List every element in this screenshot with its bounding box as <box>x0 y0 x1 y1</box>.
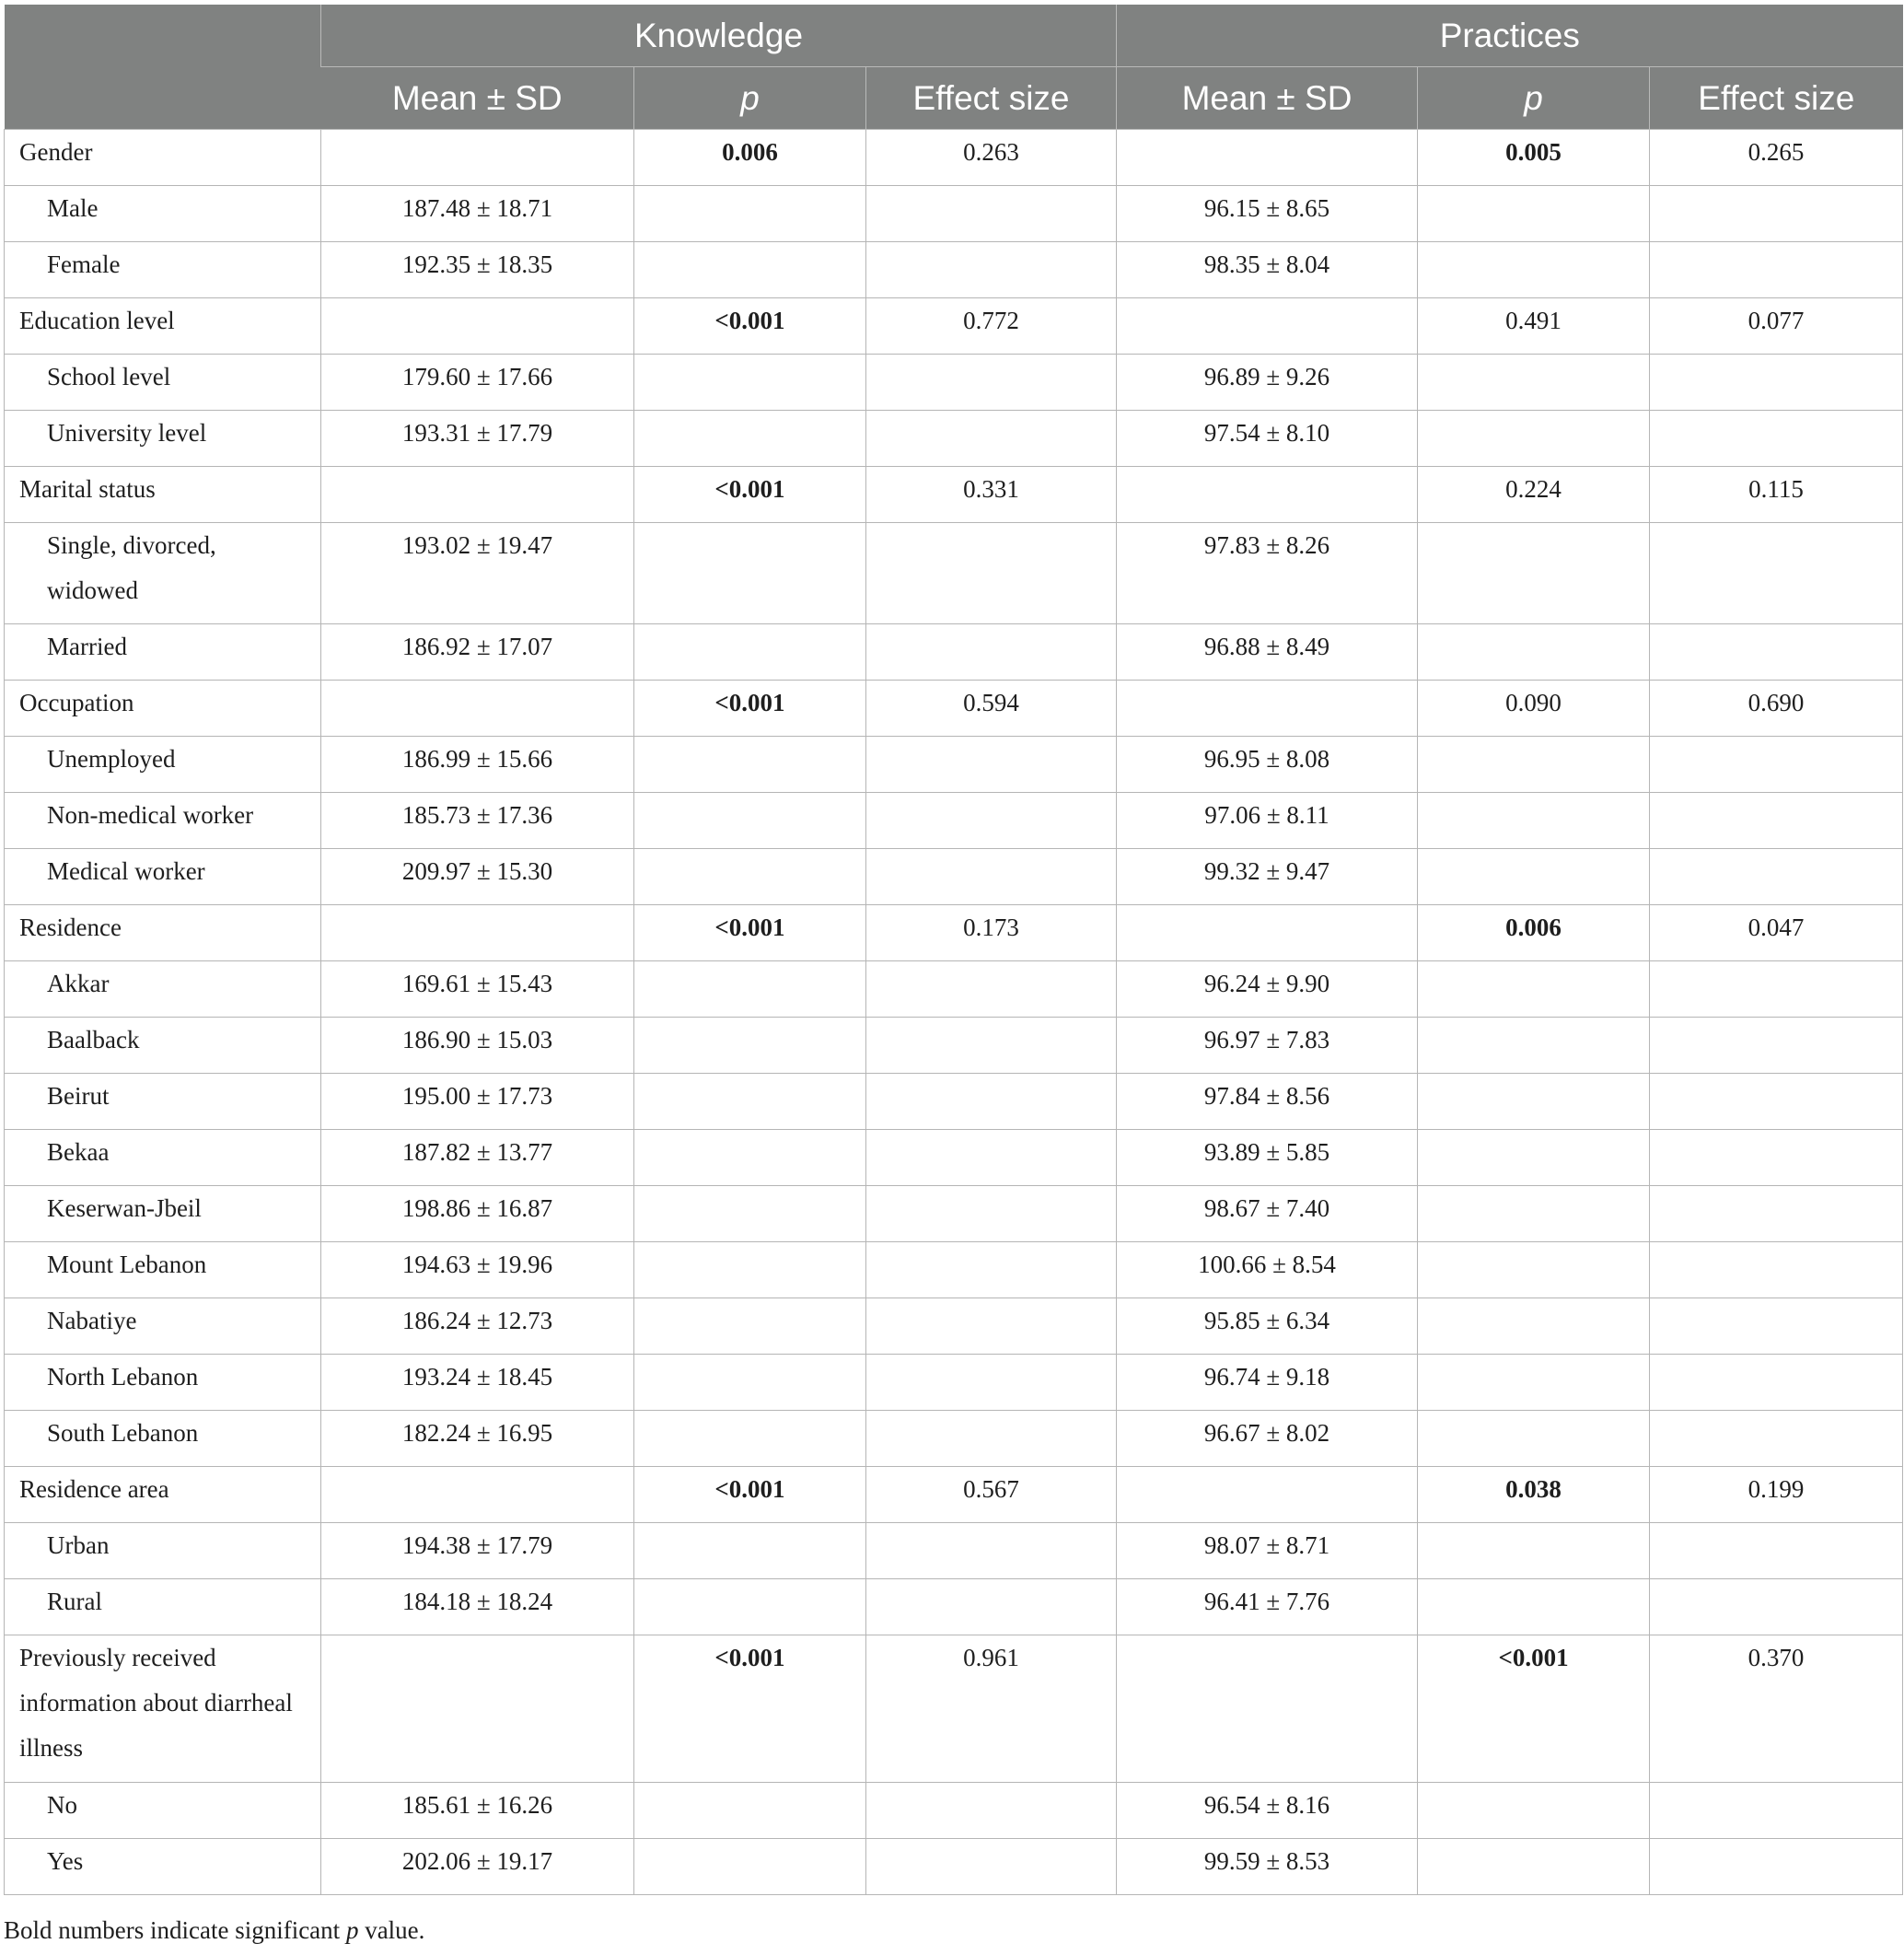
practices-p-value-cell: 0.005 <box>1418 130 1650 186</box>
practices-effect-size-cell <box>1650 1839 1903 1895</box>
practices-mean-sd-cell: 93.89 ± 5.85 <box>1117 1130 1418 1186</box>
table-row-subcategory <box>5 737 1903 793</box>
practices-effect-size-cell <box>1650 523 1903 624</box>
table-row-subcategory <box>5 849 1903 905</box>
knowledge-p-value-cell <box>634 355 866 411</box>
header-practices-p: p <box>1418 67 1650 130</box>
row-label-cell: Occupation <box>5 681 321 737</box>
practices-effect-size-cell <box>1650 1186 1903 1242</box>
knowledge-p-value-cell: <0.001 <box>634 298 866 355</box>
practices-effect-size-cell <box>1650 849 1903 905</box>
knowledge-p-value-cell <box>634 523 866 624</box>
knowledge-mean-sd-cell <box>321 905 634 961</box>
practices-mean-sd-cell <box>1117 1635 1418 1783</box>
knowledge-mean-sd-cell: 186.24 ± 12.73 <box>321 1298 634 1355</box>
practices-p-value-cell: 0.038 <box>1418 1467 1650 1523</box>
practices-p-value-cell <box>1418 1242 1650 1298</box>
practices-effect-size-cell <box>1650 1018 1903 1074</box>
practices-p-value-cell <box>1418 1074 1650 1130</box>
knowledge-effect-size-cell: 0.594 <box>866 681 1117 737</box>
practices-mean-sd-cell <box>1117 681 1418 737</box>
practices-p-value-cell <box>1418 1523 1650 1579</box>
practices-effect-size-cell <box>1650 1074 1903 1130</box>
knowledge-p-value-cell: <0.001 <box>634 1635 866 1783</box>
knowledge-p-value-cell: <0.001 <box>634 905 866 961</box>
practices-p-value-cell <box>1418 793 1650 849</box>
practices-effect-size-cell <box>1650 411 1903 467</box>
practices-mean-sd-cell <box>1117 130 1418 186</box>
knowledge-effect-size-cell <box>866 849 1117 905</box>
practices-mean-sd-cell <box>1117 905 1418 961</box>
row-label-cell: Male <box>5 186 321 242</box>
table-row-category <box>5 905 1903 961</box>
table-row-subcategory <box>5 1074 1903 1130</box>
row-label-cell: Rural <box>5 1579 321 1635</box>
footnote-text-end: value. <box>358 1916 425 1944</box>
knowledge-mean-sd-cell: 184.18 ± 18.24 <box>321 1579 634 1635</box>
practices-mean-sd-cell: 97.06 ± 8.11 <box>1117 793 1418 849</box>
knowledge-effect-size-cell <box>866 624 1117 681</box>
practices-p-value-cell <box>1418 1130 1650 1186</box>
practices-effect-size-cell: 0.370 <box>1650 1635 1903 1783</box>
knowledge-p-value-cell <box>634 1074 866 1130</box>
practices-mean-sd-cell: 96.54 ± 8.16 <box>1117 1783 1418 1839</box>
row-label-cell: Residence area <box>5 1467 321 1523</box>
knowledge-p-value-cell <box>634 1018 866 1074</box>
practices-mean-sd-cell: 97.84 ± 8.56 <box>1117 1074 1418 1130</box>
knowledge-mean-sd-cell <box>321 467 634 523</box>
practices-p-value-cell <box>1418 1298 1650 1355</box>
practices-p-value-cell <box>1418 1839 1650 1895</box>
practices-mean-sd-cell: 99.59 ± 8.53 <box>1117 1839 1418 1895</box>
practices-effect-size-cell: 0.690 <box>1650 681 1903 737</box>
practices-mean-sd-cell: 96.67 ± 8.02 <box>1117 1411 1418 1467</box>
knowledge-effect-size-cell <box>866 737 1117 793</box>
knowledge-p-value-cell <box>634 1186 866 1242</box>
table-row-subcategory <box>5 242 1903 298</box>
practices-effect-size-cell: 0.265 <box>1650 130 1903 186</box>
header-knowledge-p: p <box>634 67 866 130</box>
table-row-subcategory <box>5 1783 1903 1839</box>
knowledge-effect-size-cell <box>866 1298 1117 1355</box>
knowledge-mean-sd-cell: 195.00 ± 17.73 <box>321 1074 634 1130</box>
knowledge-p-value-cell: <0.001 <box>634 1467 866 1523</box>
practices-effect-size-cell <box>1650 1783 1903 1839</box>
practices-mean-sd-cell: 96.24 ± 9.90 <box>1117 961 1418 1018</box>
knowledge-p-value-cell <box>634 624 866 681</box>
knowledge-effect-size-cell: 0.567 <box>866 1467 1117 1523</box>
knowledge-effect-size-cell <box>866 1018 1117 1074</box>
row-label-cell: Beirut <box>5 1074 321 1130</box>
knowledge-mean-sd-cell <box>321 298 634 355</box>
knowledge-p-value-cell <box>634 961 866 1018</box>
table-row-subcategory <box>5 355 1903 411</box>
table-row-subcategory <box>5 1018 1903 1074</box>
header-practices-effect-size: Effect size <box>1650 67 1903 130</box>
row-label-cell: Married <box>5 624 321 681</box>
row-label-cell: Unemployed <box>5 737 321 793</box>
practices-p-value-cell <box>1418 1411 1650 1467</box>
row-label-cell: Medical worker <box>5 849 321 905</box>
practices-effect-size-cell <box>1650 1411 1903 1467</box>
knowledge-mean-sd-cell: 193.02 ± 19.47 <box>321 523 634 624</box>
practices-p-value-cell: 0.224 <box>1418 467 1650 523</box>
practices-mean-sd-cell: 96.95 ± 8.08 <box>1117 737 1418 793</box>
row-label-cell: Yes <box>5 1839 321 1895</box>
knowledge-mean-sd-cell: 202.06 ± 19.17 <box>321 1839 634 1895</box>
practices-p-value-cell <box>1418 624 1650 681</box>
practices-effect-size-cell <box>1650 1298 1903 1355</box>
table-row-subcategory <box>5 1839 1903 1895</box>
practices-p-value-cell <box>1418 1186 1650 1242</box>
results-table-container <box>4 5 1904 1895</box>
knowledge-mean-sd-cell: 194.63 ± 19.96 <box>321 1242 634 1298</box>
header-knowledge-mean-sd: Mean ± SD <box>321 67 634 130</box>
knowledge-mean-sd-cell <box>321 1467 634 1523</box>
results-table <box>4 5 1903 1895</box>
knowledge-p-value-cell <box>634 737 866 793</box>
practices-effect-size-cell <box>1650 1355 1903 1411</box>
knowledge-effect-size-cell: 0.173 <box>866 905 1117 961</box>
knowledge-effect-size-cell <box>866 1130 1117 1186</box>
table-body <box>5 130 1903 1895</box>
practices-p-value-cell <box>1418 1783 1650 1839</box>
practices-mean-sd-cell: 96.89 ± 9.26 <box>1117 355 1418 411</box>
table-header <box>5 5 1903 130</box>
practices-p-value-cell <box>1418 355 1650 411</box>
knowledge-effect-size-cell <box>866 186 1117 242</box>
knowledge-p-value-cell: <0.001 <box>634 467 866 523</box>
practices-mean-sd-cell: 96.15 ± 8.65 <box>1117 186 1418 242</box>
row-label-cell: Akkar <box>5 961 321 1018</box>
row-label-cell: Previously received information about diarrheal illness <box>5 1635 321 1783</box>
knowledge-mean-sd-cell: 186.90 ± 15.03 <box>321 1018 634 1074</box>
knowledge-effect-size-cell <box>866 1074 1117 1130</box>
table-row-category <box>5 130 1903 186</box>
practices-p-value-cell <box>1418 1579 1650 1635</box>
table-row-category <box>5 467 1903 523</box>
knowledge-effect-size-cell <box>866 793 1117 849</box>
row-label-cell: Non-medical worker <box>5 793 321 849</box>
practices-effect-size-cell <box>1650 793 1903 849</box>
table-row-subcategory <box>5 1242 1903 1298</box>
practices-effect-size-cell <box>1650 1523 1903 1579</box>
header-knowledge: Knowledge <box>321 5 1117 67</box>
knowledge-effect-size-cell <box>866 523 1117 624</box>
knowledge-effect-size-cell <box>866 355 1117 411</box>
knowledge-effect-size-cell: 0.961 <box>866 1635 1117 1783</box>
knowledge-mean-sd-cell: 186.92 ± 17.07 <box>321 624 634 681</box>
footnote-text: Bold numbers indicate significant <box>4 1916 346 1944</box>
knowledge-effect-size-cell: 0.772 <box>866 298 1117 355</box>
knowledge-mean-sd-cell: 169.61 ± 15.43 <box>321 961 634 1018</box>
practices-p-value-cell <box>1418 1018 1650 1074</box>
table-row-category <box>5 298 1903 355</box>
knowledge-mean-sd-cell: 179.60 ± 17.66 <box>321 355 634 411</box>
row-label-cell: Bekaa <box>5 1130 321 1186</box>
knowledge-effect-size-cell <box>866 411 1117 467</box>
knowledge-p-value-cell <box>634 1839 866 1895</box>
table-row-subcategory <box>5 1355 1903 1411</box>
practices-p-value-cell <box>1418 737 1650 793</box>
practices-mean-sd-cell: 98.67 ± 7.40 <box>1117 1186 1418 1242</box>
practices-effect-size-cell <box>1650 242 1903 298</box>
knowledge-mean-sd-cell <box>321 130 634 186</box>
practices-mean-sd-cell: 96.88 ± 8.49 <box>1117 624 1418 681</box>
row-label-cell: University level <box>5 411 321 467</box>
knowledge-p-value-cell: <0.001 <box>634 681 866 737</box>
practices-mean-sd-cell: 99.32 ± 9.47 <box>1117 849 1418 905</box>
knowledge-effect-size-cell: 0.331 <box>866 467 1117 523</box>
knowledge-p-value-cell <box>634 793 866 849</box>
knowledge-effect-size-cell <box>866 1186 1117 1242</box>
practices-mean-sd-cell: 95.85 ± 6.34 <box>1117 1298 1418 1355</box>
table-row-subcategory <box>5 624 1903 681</box>
knowledge-effect-size-cell <box>866 961 1117 1018</box>
practices-mean-sd-cell <box>1117 467 1418 523</box>
table-footnote <box>4 1916 424 1945</box>
practices-mean-sd-cell: 97.83 ± 8.26 <box>1117 523 1418 624</box>
table-row-subcategory <box>5 186 1903 242</box>
row-label-cell: Residence <box>5 905 321 961</box>
knowledge-effect-size-cell <box>866 1579 1117 1635</box>
practices-effect-size-cell: 0.047 <box>1650 905 1903 961</box>
table-row-category <box>5 1467 1903 1523</box>
knowledge-mean-sd-cell: 193.24 ± 18.45 <box>321 1355 634 1411</box>
practices-p-value-cell <box>1418 411 1650 467</box>
knowledge-mean-sd-cell: 209.97 ± 15.30 <box>321 849 634 905</box>
knowledge-effect-size-cell <box>866 1523 1117 1579</box>
practices-mean-sd-cell <box>1117 298 1418 355</box>
knowledge-effect-size-cell: 0.263 <box>866 130 1117 186</box>
knowledge-effect-size-cell <box>866 1783 1117 1839</box>
practices-mean-sd-cell <box>1117 1467 1418 1523</box>
knowledge-p-value-cell <box>634 1523 866 1579</box>
practices-effect-size-cell <box>1650 1579 1903 1635</box>
knowledge-p-value-cell <box>634 411 866 467</box>
header-group-row <box>5 5 1903 67</box>
knowledge-p-value-cell <box>634 1355 866 1411</box>
practices-mean-sd-cell: 98.35 ± 8.04 <box>1117 242 1418 298</box>
table-row-subcategory <box>5 961 1903 1018</box>
practices-p-value-cell <box>1418 242 1650 298</box>
practices-effect-size-cell <box>1650 624 1903 681</box>
knowledge-p-value-cell <box>634 1411 866 1467</box>
practices-p-value-cell <box>1418 849 1650 905</box>
table-row-subcategory <box>5 793 1903 849</box>
practices-mean-sd-cell: 96.74 ± 9.18 <box>1117 1355 1418 1411</box>
knowledge-mean-sd-cell: 193.31 ± 17.79 <box>321 411 634 467</box>
row-label-cell: Nabatiye <box>5 1298 321 1355</box>
knowledge-mean-sd-cell: 186.99 ± 15.66 <box>321 737 634 793</box>
knowledge-mean-sd-cell: 192.35 ± 18.35 <box>321 242 634 298</box>
table-row-subcategory <box>5 1298 1903 1355</box>
knowledge-p-value-cell <box>634 186 866 242</box>
knowledge-mean-sd-cell: 194.38 ± 17.79 <box>321 1523 634 1579</box>
practices-effect-size-cell: 0.115 <box>1650 467 1903 523</box>
knowledge-p-value-cell <box>634 1298 866 1355</box>
header-practices: Practices <box>1117 5 1903 67</box>
row-label-cell: South Lebanon <box>5 1411 321 1467</box>
knowledge-effect-size-cell <box>866 1411 1117 1467</box>
knowledge-mean-sd-cell <box>321 1635 634 1783</box>
knowledge-p-value-cell <box>634 849 866 905</box>
row-label-cell: Baalback <box>5 1018 321 1074</box>
practices-p-value-cell: 0.006 <box>1418 905 1650 961</box>
table-row-subcategory <box>5 1411 1903 1467</box>
table-row-subcategory <box>5 1186 1903 1242</box>
practices-p-value-cell: 0.090 <box>1418 681 1650 737</box>
practices-p-value-cell <box>1418 1355 1650 1411</box>
header-practices-mean-sd: Mean ± SD <box>1117 67 1418 130</box>
table-row-category <box>5 1635 1903 1783</box>
knowledge-effect-size-cell <box>866 1242 1117 1298</box>
header-knowledge-effect-size: Effect size <box>866 67 1117 130</box>
knowledge-p-value-cell: 0.006 <box>634 130 866 186</box>
header-blank-cell <box>5 5 321 130</box>
row-label-cell: School level <box>5 355 321 411</box>
footnote-p-italic: p <box>345 1916 359 1944</box>
knowledge-effect-size-cell <box>866 1839 1117 1895</box>
table-row-subcategory <box>5 411 1903 467</box>
practices-effect-size-cell <box>1650 186 1903 242</box>
knowledge-mean-sd-cell: 182.24 ± 16.95 <box>321 1411 634 1467</box>
table-row-subcategory <box>5 1130 1903 1186</box>
table-row-subcategory <box>5 523 1903 624</box>
row-label-cell: Education level <box>5 298 321 355</box>
knowledge-p-value-cell <box>634 242 866 298</box>
knowledge-mean-sd-cell: 187.48 ± 18.71 <box>321 186 634 242</box>
knowledge-mean-sd-cell <box>321 681 634 737</box>
row-label-cell: No <box>5 1783 321 1839</box>
knowledge-mean-sd-cell: 187.82 ± 13.77 <box>321 1130 634 1186</box>
practices-p-value-cell <box>1418 961 1650 1018</box>
row-label-cell: Gender <box>5 130 321 186</box>
practices-effect-size-cell: 0.199 <box>1650 1467 1903 1523</box>
practices-mean-sd-cell: 97.54 ± 8.10 <box>1117 411 1418 467</box>
practices-mean-sd-cell: 98.07 ± 8.71 <box>1117 1523 1418 1579</box>
practices-mean-sd-cell: 96.97 ± 7.83 <box>1117 1018 1418 1074</box>
practices-effect-size-cell <box>1650 737 1903 793</box>
knowledge-effect-size-cell <box>866 242 1117 298</box>
table-row-category <box>5 681 1903 737</box>
knowledge-p-value-cell <box>634 1130 866 1186</box>
knowledge-p-value-cell <box>634 1242 866 1298</box>
practices-p-value-cell <box>1418 523 1650 624</box>
row-label-cell: Urban <box>5 1523 321 1579</box>
table-row-subcategory <box>5 1579 1903 1635</box>
knowledge-mean-sd-cell: 198.86 ± 16.87 <box>321 1186 634 1242</box>
table-row-subcategory <box>5 1523 1903 1579</box>
practices-p-value-cell: <0.001 <box>1418 1635 1650 1783</box>
row-label-cell: Mount Lebanon <box>5 1242 321 1298</box>
practices-mean-sd-cell: 96.41 ± 7.76 <box>1117 1579 1418 1635</box>
practices-effect-size-cell <box>1650 961 1903 1018</box>
practices-effect-size-cell: 0.077 <box>1650 298 1903 355</box>
row-label-cell: Marital status <box>5 467 321 523</box>
knowledge-mean-sd-cell: 185.61 ± 16.26 <box>321 1783 634 1839</box>
row-label-cell: North Lebanon <box>5 1355 321 1411</box>
practices-mean-sd-cell: 100.66 ± 8.54 <box>1117 1242 1418 1298</box>
knowledge-p-value-cell <box>634 1783 866 1839</box>
practices-effect-size-cell <box>1650 1242 1903 1298</box>
practices-effect-size-cell <box>1650 1130 1903 1186</box>
practices-p-value-cell <box>1418 186 1650 242</box>
knowledge-effect-size-cell <box>866 1355 1117 1411</box>
row-label-cell: Female <box>5 242 321 298</box>
row-label-cell: Single, divorced, widowed <box>5 523 321 624</box>
knowledge-p-value-cell <box>634 1579 866 1635</box>
practices-effect-size-cell <box>1650 355 1903 411</box>
row-label-cell: Keserwan-Jbeil <box>5 1186 321 1242</box>
knowledge-mean-sd-cell: 185.73 ± 17.36 <box>321 793 634 849</box>
practices-p-value-cell: 0.491 <box>1418 298 1650 355</box>
